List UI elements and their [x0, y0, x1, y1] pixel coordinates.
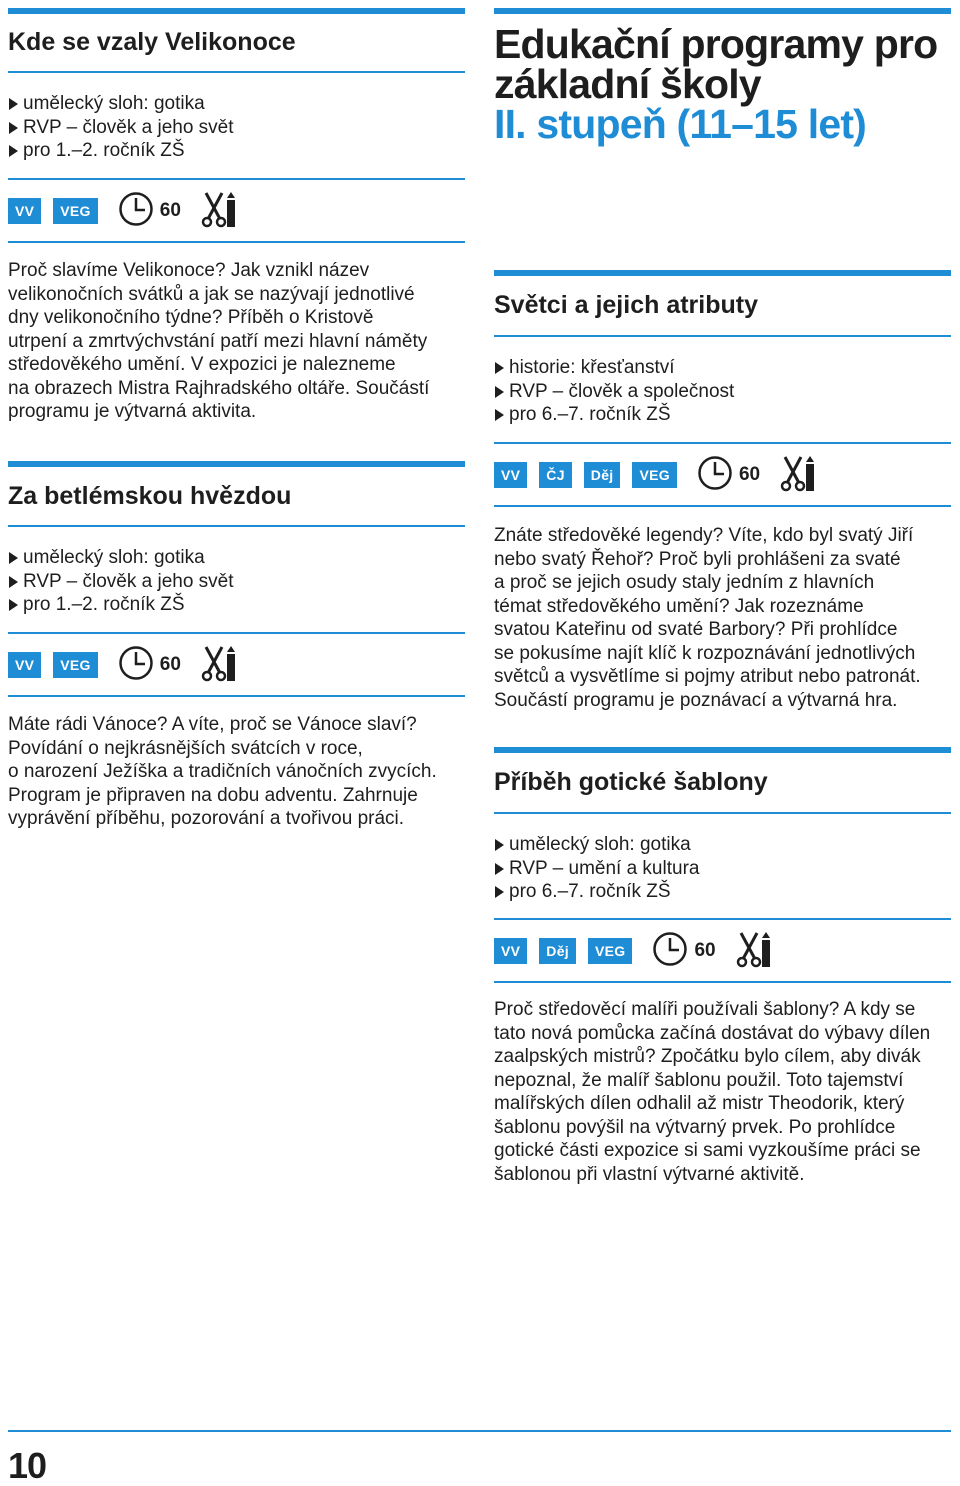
clock-icon: [118, 191, 154, 232]
bullet-item: pro 1.–2. ročník ZŠ: [8, 593, 234, 617]
section-top-bar: [8, 8, 465, 14]
header-top-bar: [494, 8, 951, 14]
bullet-item: pro 1.–2. ročník ZŠ: [8, 139, 234, 163]
subject-badge: VV: [494, 462, 527, 488]
divider: [8, 178, 465, 180]
program-title: Světci a jejich atributy: [494, 291, 758, 319]
bullet-item: RVP – člověk a jeho svět: [8, 116, 234, 140]
subject-badge: Děj: [584, 462, 621, 488]
page-title: Edukační programy pro základní školy II. stupeň (11–15 let): [494, 21, 938, 147]
subject-badge: VV: [494, 938, 527, 964]
program-description: Proč středověcí malíři používali šablony? A kdy se tato nová pomůcka začíná dostávat do výbavy dílen zaalpských mistrů? Zpočátku bylo cílem, aby divák nepoznal, že malíř šablonu použil. Toto tajemství malířských dílen odhalil až mistr Theodorik, který šablonu povýšil na výtvarný prvek. Po prohlídce gotické části expozice si sami vyzkoušíme práci se šablonou při vlastní výtvarné aktivitě.: [494, 999, 931, 1185]
subject-badge: VEG: [632, 462, 676, 488]
program-title: Kde se vzaly Velikonoce: [8, 28, 296, 56]
program-title: Za betlémskou hvězdou: [8, 482, 292, 510]
bullet-item: umělecký sloh: gotika: [8, 92, 234, 116]
scissors-pencil-icon: [736, 929, 774, 974]
subject-badge: Děj: [539, 938, 576, 964]
bullet-item: RVP – člověk a jeho svět: [8, 570, 234, 594]
divider: [8, 632, 465, 634]
bullet-item: pro 6.–7. ročník ZŠ: [494, 403, 734, 427]
page-number: 10: [8, 1445, 47, 1486]
scissors-pencil-icon: [201, 189, 239, 234]
program-description: Máte rádi Vánoce? A víte, proč se Vánoce slaví? Povídání o nejkrásnějších svátcích v roce, o narození Ježíška a tradičních vánočních zvycích. Program je připraven na dobu adventu. Zahrnuje vyprávění příběhu, pozorování a tvořivou práci.: [8, 714, 437, 829]
divider: [8, 695, 465, 697]
scissors-pencil-icon: [780, 453, 818, 498]
program-description: Proč slavíme Velikonoce? Jak vznikl název velikonočních svátků a jak se nazývají jednotlivé dny velikonočního týdne? Příběh o Kristově utrpení a zmrtvýchvstání patří mezi hlavní náměty středověkého umění. V expozici je nalezneme na obrazech Mistra Rajhradského oltáře. Součástí programu je výtvarná aktivita.: [8, 260, 430, 422]
scissors-pencil-icon: [201, 643, 239, 688]
bullet-item: umělecký sloh: gotika: [8, 546, 234, 570]
section-top-bar: [494, 747, 951, 753]
program-bullets: [494, 356, 734, 427]
footer-divider: [8, 1430, 951, 1432]
divider: [494, 918, 951, 920]
subject-badge: VV: [8, 198, 41, 224]
divider: [8, 525, 465, 527]
subject-badge: VV: [8, 652, 41, 678]
program-description: Znáte středověké legendy? Víte, kdo byl svatý Jiří nebo svatý Řehoř? Proč byli prohlášeni za svaté a proč se jejich osudy staly jedním z hlavních témat středověkého umění? Jak rozeznáme svatou Kateřinu od svaté Barbory? Při prohlídce se pokusíme najít klíč k rozpoznávání jednotlivých světců a vysvětlíme si pojmy atribut nebo patronát. Součástí programu je poznávací a výtvarná hra.: [494, 525, 921, 711]
bullet-item: RVP – člověk a společnost: [494, 380, 734, 404]
bullet-item: RVP – umění a kultura: [494, 857, 699, 881]
tag-row: [494, 453, 818, 497]
duration-minutes: 60: [159, 200, 181, 221]
program-bullets: [494, 833, 699, 904]
program-bullets: [8, 92, 234, 163]
divider: [494, 335, 951, 337]
tag-row: [494, 929, 774, 973]
duration-minutes: 60: [159, 654, 181, 675]
clock-icon: [697, 455, 733, 496]
divider: [494, 442, 951, 444]
section-top-bar: [8, 461, 465, 467]
divider: [494, 812, 951, 814]
duration-minutes: 60: [694, 940, 716, 961]
bullet-item: historie: křesťanství: [494, 356, 734, 380]
tag-row: [8, 189, 239, 233]
clock-icon: [652, 931, 688, 972]
divider: [494, 505, 951, 507]
divider: [494, 981, 951, 983]
subject-badge: VEG: [588, 938, 632, 964]
section-top-bar: [494, 270, 951, 276]
subject-badge: ČJ: [539, 462, 572, 488]
subject-badge: VEG: [53, 652, 97, 678]
clock-icon: [118, 645, 154, 686]
divider: [8, 71, 465, 73]
subject-badge: VEG: [53, 198, 97, 224]
program-title: Příběh gotické šablony: [494, 768, 768, 796]
tag-row: [8, 643, 239, 687]
duration-minutes: 60: [738, 464, 761, 485]
bullet-item: pro 6.–7. ročník ZŠ: [494, 880, 699, 904]
divider: [8, 241, 465, 243]
bullet-item: umělecký sloh: gotika: [494, 833, 699, 857]
program-bullets: [8, 546, 234, 617]
